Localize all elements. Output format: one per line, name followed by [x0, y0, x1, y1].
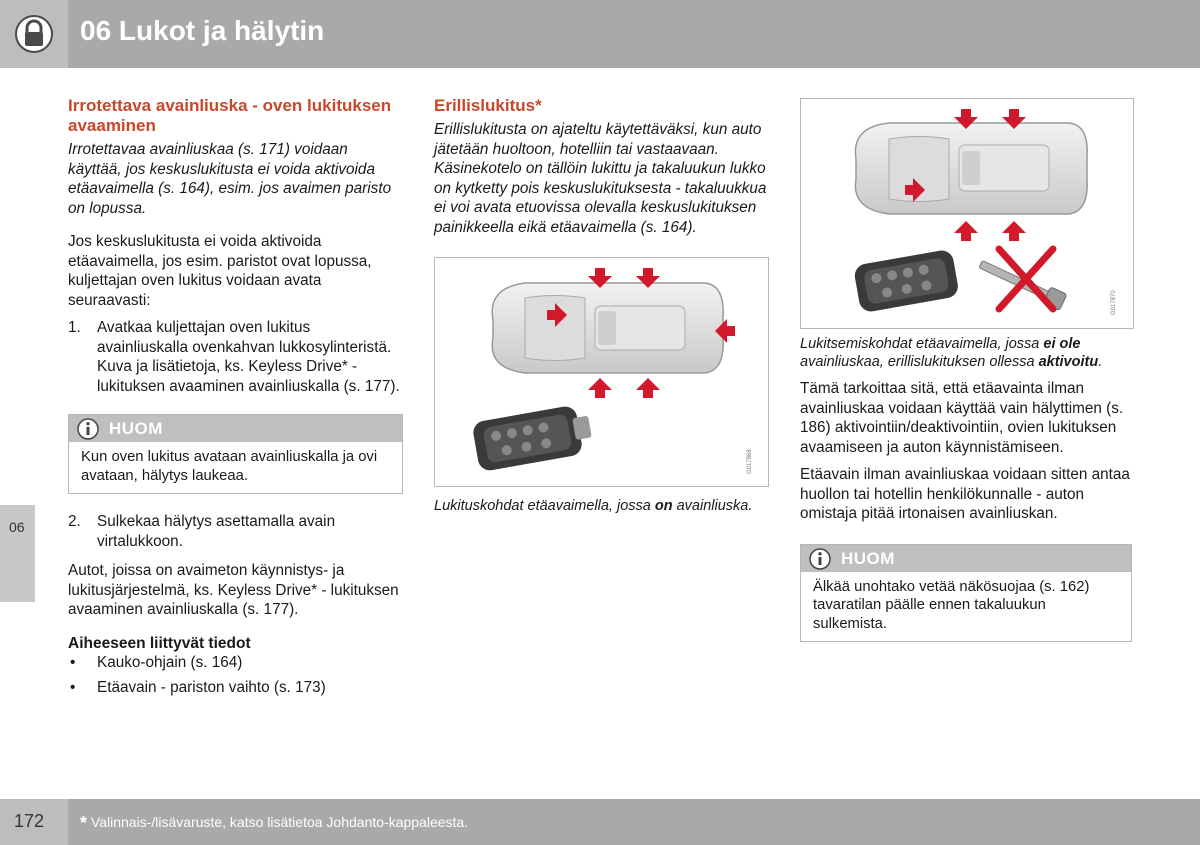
figure-caption	[434, 497, 769, 515]
page-number-box	[0, 799, 68, 845]
step-number: 2.	[68, 513, 81, 530]
section-heading-key-blade: Irrotettava avainliuska - oven lukituksen avaaminen	[68, 96, 392, 135]
keyless-paragraph: Autot, joissa on avaimeton käynnistys- ja lukitusjärjestelmä, ks. Keyless Drive* - lukituksen avaaminen avainliuskalla (s. 177).	[68, 562, 399, 618]
note-text: Kun oven lukitus avataan avainliuskalla ja ovi avataan, hälytys laukeaa.	[81, 449, 378, 484]
note-header	[69, 415, 402, 442]
caption-part: Lukituskohdat etäavaimella, jossa	[434, 498, 655, 514]
info-icon	[809, 548, 831, 570]
bullet: •	[70, 679, 76, 696]
figure-code: G017870	[1111, 290, 1117, 315]
list-item	[68, 512, 403, 551]
related-link-battery[interactable]	[68, 678, 403, 698]
bullet: •	[70, 653, 76, 671]
key-blade-paragraph: Jos keskuslukitusta ei voida aktivoida etäavaimella, jos esim. paristot ovat lopussa, kuljettajan oven lukitus voidaan avata seuraavasti:	[68, 233, 372, 309]
figure-with-key-blade	[434, 257, 769, 487]
caption-emphasis: on	[654, 498, 673, 514]
figure-without-key-blade	[800, 98, 1134, 329]
figure-code: G017868	[747, 449, 753, 474]
car-lock-points-no-blade-illustration	[801, 99, 1133, 328]
note-header	[801, 545, 1131, 572]
footnote-text: Valinnais-/lisävaruste, katso lisätietoa Johdanto-kappaleesta.	[90, 814, 469, 830]
private-locking-intro: Erillislukitusta on ajateltu käytettäväksi, kun auto jätetään huoltoon, hotelliin tai vastaavaan. Käsinekotelo on tällöin lukittu ja takaluukun lukko on kytketty pois keskuslukituksesta - takaluukkua ei voi avata etuovissa olevalla keskuslukituksen painikkeella eikä etäavaimella (s. 164).	[434, 121, 767, 236]
section-heading-private-locking: Erillislukitus*	[434, 96, 542, 115]
list-item	[68, 318, 403, 396]
note-box	[68, 414, 403, 494]
lock-icon	[14, 14, 54, 54]
service-hotel-paragraph: Etäavain ilman avainliuskaa voidaan sitten antaa huollon tai hotellin henkilökunnalle - auton omistaja pitää irtonaisen avainliuskan.	[800, 466, 1130, 522]
car-lock-points-illustration	[435, 258, 768, 486]
page-header	[0, 0, 1200, 68]
caption-part: .	[1098, 354, 1103, 370]
caption-emphasis: aktivoitu	[1038, 354, 1099, 370]
note-title: HUOM	[841, 548, 895, 568]
related-links	[68, 653, 403, 698]
caption-part: avainliuska.	[672, 498, 753, 514]
steps-list-1	[68, 318, 403, 396]
column-right	[800, 98, 1132, 642]
related-link-remote[interactable]	[68, 653, 403, 673]
related-link-text: Etäavain - pariston vaihto (s. 173)	[97, 679, 326, 696]
chapter-tab-label: 06	[9, 519, 25, 535]
header-icon-box	[0, 0, 68, 68]
caption-emphasis: ei ole	[1043, 336, 1081, 352]
key-blade-intro: Irrotettavaa avainliuskaa (s. 171) voidaan käyttää, jos keskuslukitusta ei voida aktivoida etäavaimella (s. 164), esim. jos avaimen paristo on lopussa.	[68, 141, 392, 217]
caption-part: avainliuskaa, erillislukituksen ollessa	[800, 354, 1039, 370]
info-icon	[77, 418, 99, 440]
column-left	[68, 96, 403, 698]
caption-part: Lukitsemiskohdat etäavaimella, jossa	[800, 336, 1044, 352]
note-box	[800, 544, 1132, 643]
page-footer	[0, 799, 1200, 845]
step-number: 1.	[68, 319, 81, 336]
note-title: HUOM	[109, 419, 163, 438]
page-title: 06 Lukot ja hälytin	[80, 15, 325, 46]
figure-caption	[800, 335, 1132, 371]
step-text: Avatkaa kuljettajan oven lukitus avainliuskalla ovenkahvan lukkosylinteristä. Kuva ja lisätietoja, ks. Keyless Drive* - lukituksen avaaminen avainliuskalla (s. 177).	[97, 319, 400, 395]
page-number: 172	[14, 811, 45, 831]
footnote-star: *	[80, 813, 88, 833]
chapter-tab[interactable]	[0, 505, 35, 602]
footnote	[80, 813, 468, 834]
remote-without-blade-paragraph: Tämä tarkoittaa sitä, että etäavainta ilman avainliuskaa voidaan käyttää vain hälyttimen (s. 186) aktivointiin/deaktivointiin, ovien lukituksen avaamiseen ja auton käynnistämiseen.	[800, 380, 1124, 456]
step-text: Sulkekaa hälytys asettamalla avain virtalukkoon.	[97, 513, 336, 550]
steps-list-2	[68, 512, 403, 551]
related-link-text: Kauko-ohjain (s. 164)	[97, 653, 243, 671]
note-text: Älkää unohtako vetää näkösuojaa (s. 162) tavaratilan päälle ennen takaluukun sulkemista.	[813, 578, 1090, 632]
column-middle	[434, 96, 769, 515]
related-heading: Aiheeseen liittyvät tiedot	[68, 634, 251, 652]
